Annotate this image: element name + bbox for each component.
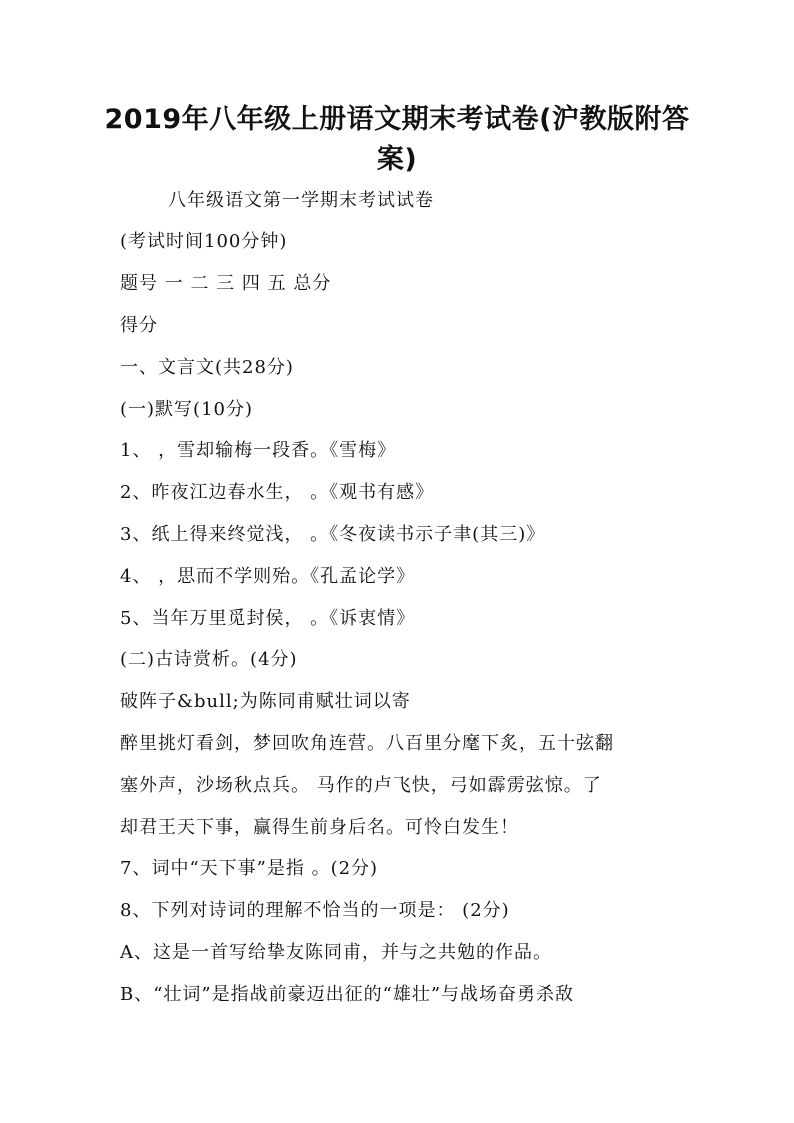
question-line: 4、 ，思而不学则殆。《孔孟论学》 — [120, 566, 416, 587]
question-line: 7、词中“天下事”是指 。(2分) — [120, 858, 379, 879]
document-title-line-1: 2019年八年级上册语文期末考试卷(沪教版附答 — [104, 104, 690, 135]
question-line: 8、下列对诗词的理解不恰当的一项是： (2分) — [120, 900, 510, 921]
score-label: 得分 — [120, 315, 158, 336]
subsection-heading: (二)古诗赏析。(4分) — [120, 649, 298, 670]
exam-subtitle: 八年级语文第一学期末考试试卷 — [168, 190, 434, 211]
document-title-line-2: 案) — [376, 144, 418, 175]
poem-text-line: 醉里挑灯看剑，梦回吹角连营。八百里分麾下炙，五十弦翻 — [120, 733, 614, 754]
score-table-header: 题号 一 二 三 四 五 总分 — [120, 273, 332, 294]
poem-title: 破阵子&bull;为陈同甫赋壮词以寄 — [120, 691, 411, 712]
poem-text-line: 塞外声，沙场秋点兵。 马作的卢飞快，弓如霹雳弦惊。了 — [120, 775, 602, 796]
question-line: 5、当年万里觅封侯， 。《诉衷情》 — [120, 608, 416, 629]
question-line: 1、 ，雪却输梅一段香。《雪梅》 — [120, 440, 397, 461]
answer-option: B、“壮词”是指战前豪迈出征的“雄壮”与战场奋勇杀敌 — [120, 984, 575, 1005]
question-line: 3、纸上得来终觉浅， 。《冬夜读书示子聿(其三)》 — [120, 524, 546, 545]
question-line: 2、昨夜江边春水生， 。《观书有感》 — [120, 482, 435, 503]
subsection-heading: (一)默写(10分) — [120, 399, 253, 420]
section-heading: 一、文言文(共28分) — [120, 357, 294, 378]
exam-duration: (考试时间100分钟) — [120, 231, 288, 252]
poem-text-line: 却君王天下事，赢得生前身后名。可怜白发生！ — [120, 817, 519, 838]
answer-option: A、这是一首写给挚友陈同甫，并与之共勉的作品。 — [120, 942, 552, 963]
